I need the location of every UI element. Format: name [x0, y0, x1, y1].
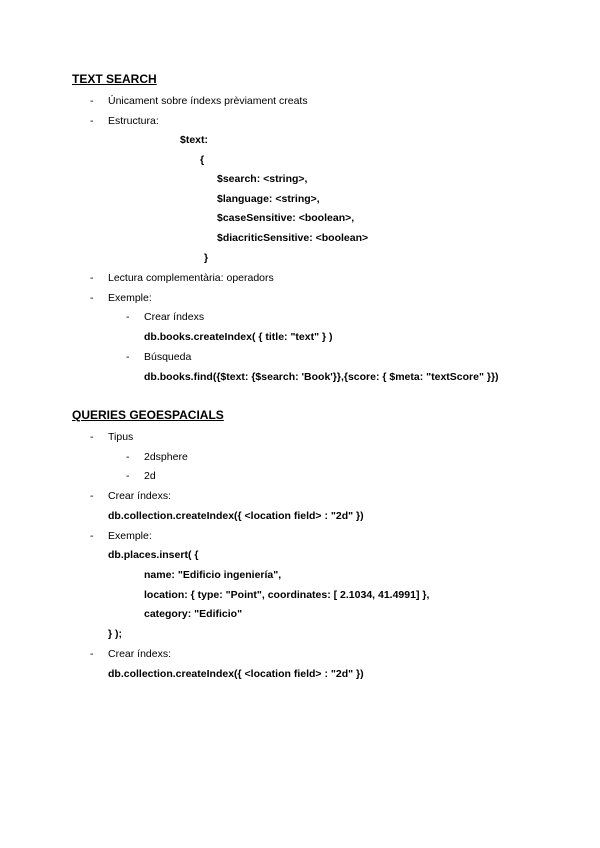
sub-bullet-dash: -: [126, 311, 130, 323]
code-line: category: "Edificio": [144, 608, 243, 620]
code-line: $search: <string>,: [217, 173, 308, 185]
code-line: $text:: [180, 134, 209, 146]
code-line: $caseSensitive: <boolean>,: [217, 212, 355, 224]
sub-bullet-dash: -: [126, 451, 130, 463]
bullet-dash: -: [90, 95, 94, 107]
code-line: {: [200, 154, 205, 166]
sub-bullet-text: Búsqueda: [144, 351, 192, 363]
sub-bullet-text: 2dsphere: [144, 451, 188, 463]
bullet-text: Lectura complementària: operadors: [108, 272, 274, 284]
bullet-dash: -: [90, 530, 94, 542]
sub-bullet-dash: -: [126, 351, 130, 363]
bullet-text: Crear índexs:: [108, 490, 172, 502]
code-line: $language: <string>,: [217, 193, 320, 205]
code-line: }: [204, 252, 209, 264]
bullet-dash: -: [90, 431, 94, 443]
sub-bullet-text: Crear índexs: [144, 311, 205, 323]
code-line: } );: [108, 628, 122, 640]
sub-bullet-dash: -: [126, 470, 130, 482]
code-line: db.collection.createIndex({ <location field> : "2d" }): [108, 668, 364, 680]
bullet-text: Tipus: [108, 431, 134, 443]
bullet-text: Únicament sobre índexs prèviament creats: [108, 95, 308, 107]
code-line: $diacriticSensitive: <boolean>: [217, 232, 369, 244]
bullet-text: Crear índexs:: [108, 648, 172, 660]
code-line: location: { type: "Point", coordinates: [ 2.1034, 41.4991] },: [144, 589, 430, 601]
section-heading-geo-queries: QUERIES GEOESPACIALS: [72, 408, 224, 422]
code-line: db.books.find({$text: {$search: 'Book'}},{score: { $meta: "textScore" }}): [144, 371, 499, 383]
bullet-dash: -: [90, 115, 94, 127]
sub-bullet-text: 2d: [144, 470, 156, 482]
bullet-dash: -: [90, 648, 94, 660]
bullet-dash: -: [90, 272, 94, 284]
code-line: db.collection.createIndex({ <location field> : "2d" }): [108, 510, 364, 522]
bullet-text: Exemple:: [108, 292, 152, 304]
code-line: db.books.createIndex( { title: "text" } ): [144, 331, 333, 343]
bullet-dash: -: [90, 292, 94, 304]
bullet-dash: -: [90, 490, 94, 502]
bullet-text: Exemple:: [108, 530, 152, 542]
section-heading-text-search: TEXT SEARCH: [72, 72, 157, 86]
bullet-text: Estructura:: [108, 115, 159, 127]
code-line: name: "Edificio ingeniería",: [144, 569, 282, 581]
code-line: db.places.insert( {: [108, 549, 199, 561]
